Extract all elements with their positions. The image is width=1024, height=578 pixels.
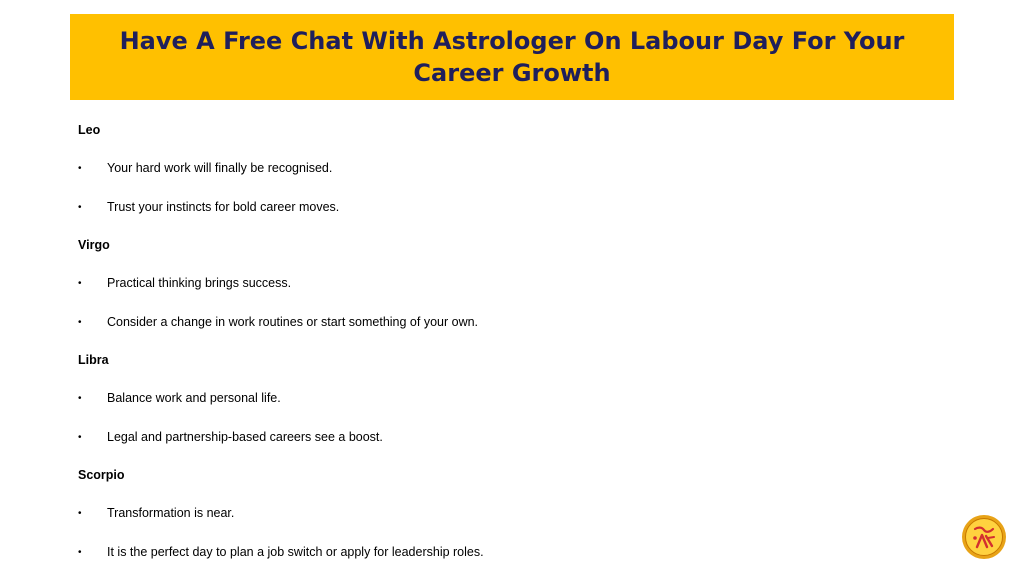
list-item [78,271,938,296]
slide-title: Have A Free Chat With Astrologer On Labour Day For Your Career Growth [119,27,905,87]
bullet-icon: • [78,508,82,519]
list-item [78,540,938,565]
list-item-text: Trust your instincts for bold career moves. [107,199,340,214]
bullet-icon: • [78,546,82,558]
list-item-text: Your hard work will finally be recognised. [107,161,333,175]
list-item-text: It is the perfect day to plan a job switch or apply for leadership roles. [107,544,484,559]
bullet-icon: • [78,278,82,289]
bullet-icon: • [78,201,82,213]
list-item-text: Legal and partnership-based careers see a boost. [107,429,383,444]
list-item-text: Balance work and personal life. [107,391,281,405]
slide-content [78,118,938,578]
list-item-text: Consider a change in work routines or start something of your own. [107,314,479,329]
section-heading-virgo: Virgo [78,238,110,252]
bullet-icon: • [78,163,82,174]
list-item [78,156,938,181]
list-item [78,386,938,411]
bullet-icon: • [78,393,82,404]
section-heading-libra: Libra [78,353,109,367]
list-item-text: Transformation is near. [107,506,235,520]
bullet-icon: • [78,316,82,328]
list-item [78,310,938,335]
list-item [78,195,938,220]
list-item [78,425,938,450]
astrology-logo-icon [961,514,1007,560]
section-heading-scorpio: Scorpio [78,468,125,482]
title-banner [70,14,954,100]
bullet-icon: • [78,431,82,443]
list-item [78,501,938,526]
section-heading-leo: Leo [78,123,101,137]
list-item-text: Practical thinking brings success. [107,276,292,290]
